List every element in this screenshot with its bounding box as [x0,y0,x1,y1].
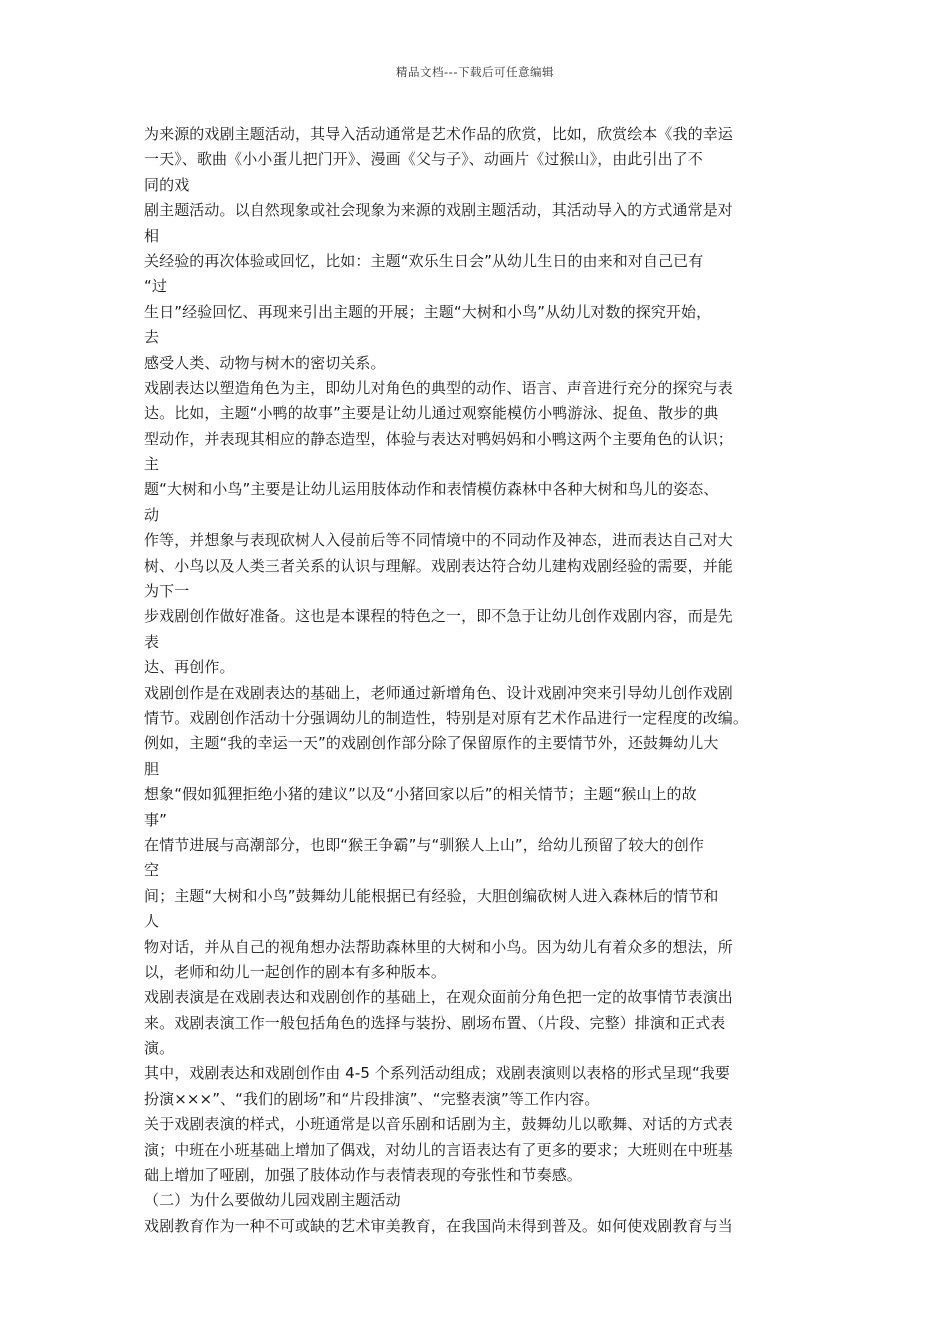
text-line: 演；中班在小班基础上增加了偶戏，对幼儿的言语表达有了更多的要求；大班则在中班基 [144,1140,733,1159]
text-line: 戏剧教育作为一种不可或缺的艺术审美教育，在我国尚未得到普及。如何使戏剧教育与当 [144,1216,733,1235]
text-line: 扮演×××”、“我们的剧场”和“片段排演”、“完整表演”等工作内容。 [144,1089,600,1108]
text-line: 一天》、歌曲《小小蛋儿把门开》、漫画《父与子》、动画片《过猴山》，由此引出了不 [144,150,703,169]
text-line: 步戏剧创作做好准备。这也是本课程的特色之一，即不急于让幼儿创作戏剧内容，而是先 [144,607,733,626]
text-line: 达。比如，主题“小鸭的故事”主要是让幼儿通过观察能模仿小鸭游泳、捉鱼、散步的典 [144,404,719,423]
text-line: 相 [144,226,160,245]
text-line: 同的戏 [144,175,190,194]
text-line: 在情节进展与高潮部分，也即“猴王争霸”与“驯猴人上山”，给幼儿预留了较大的创作 [144,835,704,854]
page-header: 精品文档---下载后可任意编辑 [396,65,554,79]
text-line: 情节。戏剧创作活动十分强调幼儿的制造性，特别是对原有艺术作品进行一定程度的改编。 [144,708,749,727]
text-line: 以，老师和幼儿一起创作的剧本有多种版本。 [144,962,447,981]
text-line: （二）为什么要做幼儿园戏剧主题活动 [144,1191,401,1210]
text-line: 为来源的戏剧主题活动，其导入活动通常是艺术作品的欣赏，比如，欣赏绘本《我的幸运 [144,125,733,143]
text-line: 来。戏剧表演工作一般包括角色的选择与装扮、剧场布置、（片段、完整）排演和正式表 [144,1013,726,1032]
text-line: 达、再创作。 [144,658,235,677]
text-line: 戏剧创作是在戏剧表达的基础上，老师通过新增角色、设计戏剧冲突来引导幼儿创作戏剧 [144,683,733,702]
text-line: 为下一 [144,582,190,601]
text-line: 主 [144,455,160,474]
text-line: 树、小鸟以及人类三者关系的认识与理解。戏剧表达符合幼儿建构戏剧经验的需要，并能 [144,556,733,575]
text-line: “过 [144,277,167,296]
text-line: 感受人类、动物与树木的密切关系。 [144,353,386,372]
text-line: 生日”经验回忆、再现来引出主题的开展；主题“大树和小鸟”从幼儿对数的探究开始， [144,302,712,321]
text-line: 题“大树和小鸟”主要是让幼儿运用肢体动作和表情模仿森林中各种大树和鸟儿的姿态、 [144,480,719,499]
text-line: 去 [144,328,160,347]
text-line: 间；主题“大树和小鸟”鼓舞幼儿能根据已有经验，大胆创编砍树人进入森林后的情节和 [144,886,719,905]
text-line: 空 [144,861,160,880]
text-line: 戏剧表演是在戏剧表达和戏剧创作的基础上，在观众面前分角色把一定的故事情节表演出 [144,988,733,1007]
text-line: 础上增加了哑剧，加强了肢体动作与表情表现的夸张性和节奏感。 [144,1166,582,1185]
text-line: 人 [144,912,160,931]
text-line: 胆 [144,759,160,778]
text-line: 关经验的再次体验或回忆，比如：主题“欢乐生日会”从幼儿生日的由来和对自己已有 [144,251,704,270]
text-line: 事” [144,810,167,829]
document-body [144,122,808,1239]
text-line: 表 [144,632,160,651]
text-line: 剧主题活动。以自然现象或社会现象为来源的戏剧主题活动，其活动导入的方式通常是对 [144,201,733,220]
text-line: 例如，主题“我的幸运一天”的戏剧创作部分除了保留原作的主要情节外，还鼓舞幼儿大 [144,734,719,753]
text-line: 其中，戏剧表达和戏剧创作由 4-5 个系列活动组成；戏剧表演则以表格的形式呈现“我要 [144,1064,731,1083]
text-line: 动 [144,505,160,524]
text-line: 戏剧表达以塑造角色为主，即幼儿对角色的典型的动作、语言、声音进行充分的探究与表 [144,378,733,397]
text-line: 型动作，并表现其相应的静态造型，体验与表达对鸭妈妈和小鸭这两个主要角色的认识； [144,429,733,448]
text-line: 关于戏剧表演的样式，小班通常是以音乐剧和话剧为主，鼓舞幼儿以歌舞、对话的方式表 [144,1115,733,1134]
text-line: 演。 [144,1039,175,1058]
text-line: 物对话，并从自己的视角想办法帮助森林里的大树和小鸟。因为幼儿有着众多的想法，所 [144,937,733,956]
text-line: 想象“假如狐狸拒绝小猪的建议”以及“小猪回家以后”的相关情节；主题“猴山上的故 [144,785,697,804]
text-line: 作等，并想象与表现砍树人入侵前后等不同情境中的不同动作及神态，进而表达自己对大 [144,531,733,550]
